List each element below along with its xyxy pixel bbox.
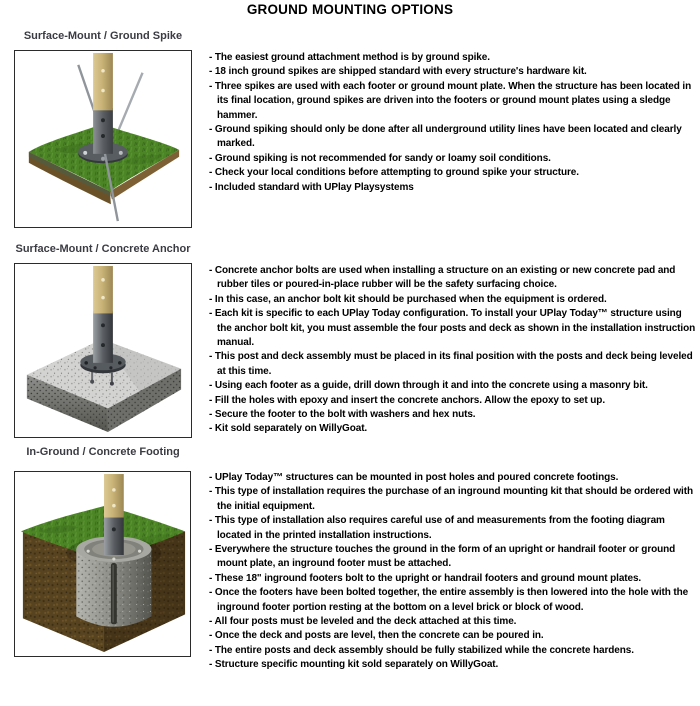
bullet-item: - All four posts must be leveled and the deck attached at this time. [209, 616, 517, 628]
bullet-item: - Everywhere the structure touches the ground in the form of an upright or handrail footer or ground mount plate, an inground footer must be attached. [209, 544, 676, 570]
bullet-item: - This type of installation requires the purchase of an inground mounting kit that should be ordered with the initial equipment. [209, 486, 693, 512]
bullet-item: - Once the footers have been bolted together, the entire assembly is then lowered into the hole with the inground footer portion resting at the bottom on a level brick or block of wood. [209, 587, 689, 613]
concrete-footing-illustration [15, 472, 190, 656]
concrete-anchor-illustration [15, 264, 191, 437]
bullet-item: - The easiest ground attachment method is by ground spike. [209, 52, 490, 63]
ground-spike-figure [14, 50, 192, 228]
bullet-item: - Ground spiking is not recommended for sandy or loamy soil conditions. [209, 152, 551, 164]
section-heading-ground-spike: Surface-Mount / Ground Spike [23, 30, 183, 42]
bullet-item: - UPlay Today™ structures can be mounted in post holes and poured concrete footings. [209, 472, 619, 483]
section-heading-concrete-footing: In-Ground / Concrete Footing [26, 446, 180, 458]
bullet-item: - Three spikes are used with each footer or ground mount plate. When the structure has been located in its final location, ground spikes are driven into the footers or ground mount plates using a sledge hammer. [209, 80, 692, 121]
bullet-item: - Fill the holes with epoxy and insert the concrete anchors. Allow the epoxy to set up. [209, 394, 605, 406]
concrete-footing-figure [14, 471, 191, 657]
bullet-item: - This post and deck assembly must be placed in its final position with the posts and deck being leveled at this time. [209, 351, 693, 377]
bullet-item: - Ground spiking should only be done after all underground utility lines have been located and clearly marked. [209, 124, 682, 150]
bullet-item: - Structure specific mounting kit sold separately on WillyGoat. [209, 659, 499, 671]
section-heading-concrete-anchor: Surface-Mount / Concrete Anchor [15, 243, 191, 255]
concrete-anchor-figure [14, 263, 192, 438]
ground-spike-illustration [15, 51, 191, 227]
bullet-item: - Secure the footer to the bolt with washers and hex nuts. [209, 409, 476, 421]
bullet-item: - Check your local conditions before attempting to ground spike your structure. [209, 167, 579, 179]
page-title: GROUND MOUNTING OPTIONS [246, 2, 454, 17]
bullet-item: - Each kit is specific to each UPlay Today configuration. To install your UPlay Today™ structure using the anchor bolt kit, you must assemble the four posts and deck as shown in the installation instruction manual. [209, 308, 696, 349]
bullet-list-concrete-anchor [209, 264, 697, 437]
bullet-item: - Included standard with UPlay Playsystems [209, 181, 414, 193]
bullet-item: - This type of installation also requires careful use of and measurements from the footing diagram located in the printed installation instructions. [209, 515, 665, 541]
bullet-item: - These 18" inground footers bolt to the upright or handrail footers and ground mount plates. [209, 572, 642, 584]
bullet-item: - Concrete anchor bolts are used when installing a structure on an existing or new concrete pad and rubber tiles or poured-in-place rubber will be the safety surfacing choice. [209, 265, 676, 291]
bullet-item: - The entire posts and deck assembly should be fully stabilized while the concrete hardens. [209, 644, 634, 656]
bullet-list-concrete-footing [209, 471, 697, 673]
bullet-item: - Using each footer as a guide, drill down through it and into the concrete using a masonry bit. [209, 380, 648, 392]
bullet-item: - In this case, an anchor bolt kit should be purchased when the equipment is ordered. [209, 293, 607, 305]
bullet-list-ground-spike [209, 51, 697, 195]
bullet-item: - 18 inch ground spikes are shipped standard with every structure's hardware kit. [209, 66, 587, 78]
bullet-item: - Once the deck and posts are level, then the concrete can be poured in. [209, 630, 544, 642]
bullet-item: - Kit sold separately on WillyGoat. [209, 423, 368, 435]
